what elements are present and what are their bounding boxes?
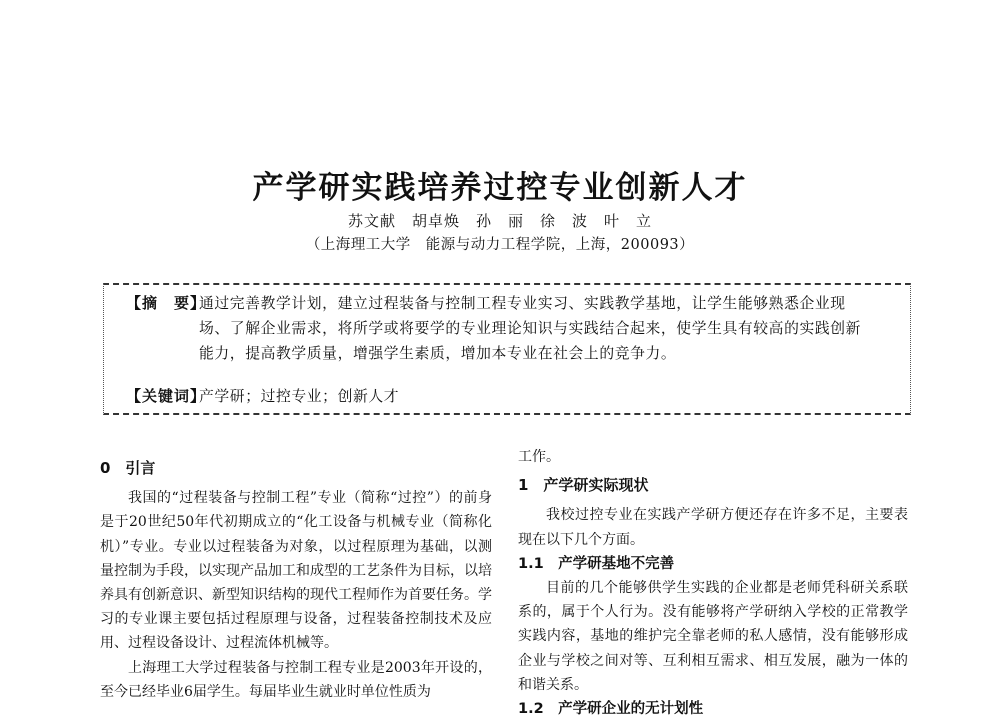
keywords-text: 产学研；过控专业；创新人才 [199,388,400,405]
abstract-row [126,291,206,316]
affiliation: （上海理工大学 能源与动力工程学院，上海，200093） [305,237,695,253]
left-column [100,452,492,704]
subsection-heading-1-2: 1.2 产学研企业的无计划性 [518,701,704,718]
abstract-box [103,283,911,415]
keywords-label: 【关键词】 [126,387,207,405]
abstract-text: 通过完善教学计划，建立过程装备与控制工程专业实习、实践教学基地，让学生能够熟悉企业现场、了解企业需求，将所学或将要学的专业理论知识与实践结合起来，使学生具有较高的实践创新能力，提高教学质量，增强学生素质，增加本专业在社会上的竞争力。 [199,295,862,362]
paper-title: 产学研实践培养过控专业创新人才 [252,170,748,206]
section-heading-intro: 0 引言 [100,459,156,477]
right-column [518,445,908,721]
continued-text: 工作。 [518,449,560,465]
section-heading-1: 1 产学研实际现状 [518,476,649,495]
intro-paragraph-2: 上海理工大学过程装备与控制工程专业是2003年开设的，至今已经毕业6届学生。每届毕业生就业时单位性质为 [100,659,492,700]
subsection-heading-1-1: 1.1 产学研基地不完善 [518,555,675,572]
keywords-row [126,384,206,409]
abstract-label: 【摘 要】 [126,294,207,312]
intro-paragraph-1: 我国的“过程装备与控制工程”专业（简称“过控”）的前身是于20世纪50年代初期成立的“化工设备与机械专业（简称化机）”专业。专业以过程装备为对象，以过程原理为基础，以测量控制为手段，以实现产品加工和成型的工艺条件为目标，以培养具有创新意识、新型知识结构的现代工程师作为首要任务。学习的专业课主要包括过程原理与设备，过程装备控制技术及应用、过程设备设计、过程流体机械等。 [100,490,492,652]
author-list: 苏文献 胡卓焕 孙 丽 徐 波 叶 立 [347,212,652,230]
section1-paragraph: 我校过控专业在实践产学研方便还存在许多不足，主要表现在以下几个方面。 [518,507,908,548]
subsection1-paragraph: 目前的几个能够供学生实践的企业都是老师凭科研关系联系的，属于个人行为。没有能够将产学研纳入学校的正常教学实践内容，基地的维护完全靠老师的私人感情，没有能够形成企业与学校之间对等、互利相互需求、相互发展，融为一体的和谐关系。 [518,580,908,693]
